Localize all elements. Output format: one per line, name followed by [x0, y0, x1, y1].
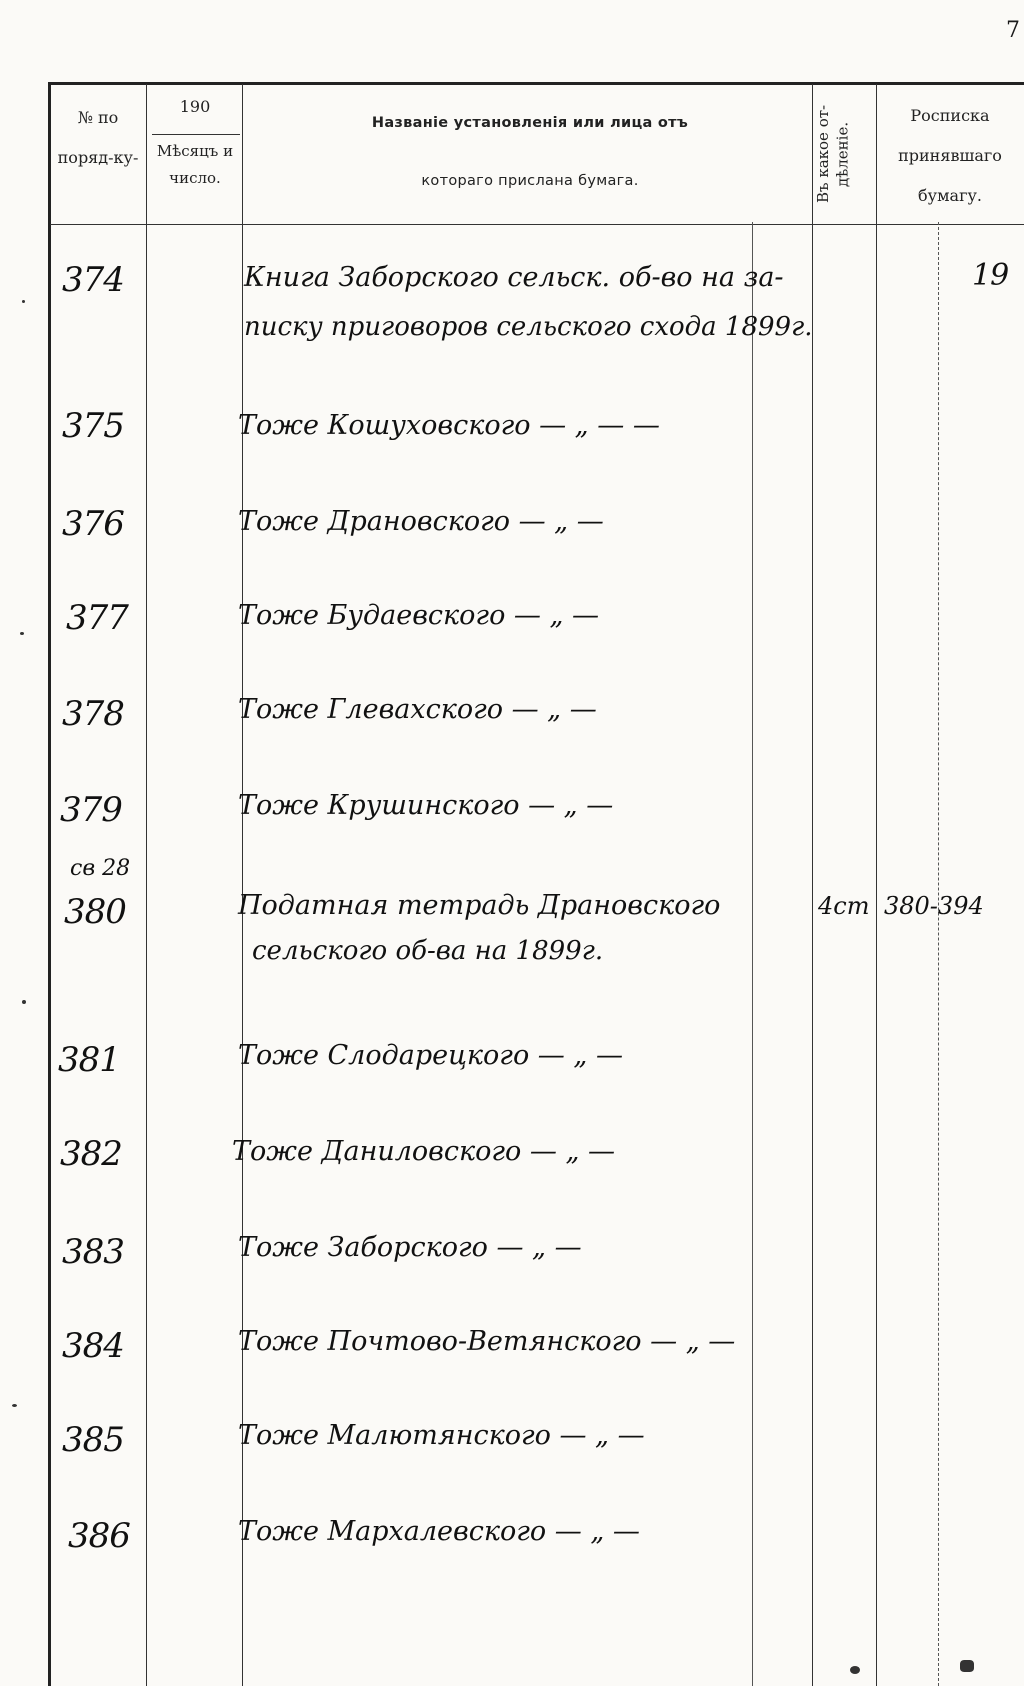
header-date [150, 138, 240, 192]
scan-speck [850, 1666, 860, 1674]
entry-text-line1: Книга Заборского сельск. об-во на за- [244, 262, 784, 293]
entry-number: 385 [62, 1420, 124, 1460]
entry-text-line1: Тоже Крушинского — „ — [238, 790, 614, 821]
entry-pre-note: св 28 [70, 856, 131, 881]
entry-number: 377 [66, 598, 128, 638]
entry-text-line1: Тоже Драновского — „ — [238, 506, 604, 537]
page-mark: 19 [972, 258, 1009, 293]
entry-text-line1: Тоже Слодарецкого — „ — [238, 1040, 623, 1071]
entry-number: 375 [62, 406, 124, 446]
header-bottom-rule [50, 224, 1024, 225]
scan-speck [22, 1000, 26, 1004]
column-rule-4 [876, 84, 877, 1686]
header-name-line1: Названіе установленія или лица отъ [371, 115, 689, 131]
header-no-text: № по поряд-ку- [57, 108, 139, 167]
scan-speck [20, 632, 24, 635]
entry-dept: 4ст [818, 892, 870, 920]
entry-number: 386 [68, 1516, 130, 1556]
entry-text-line1: Тоже Глевахского — „ — [238, 694, 597, 725]
year-rule [152, 134, 240, 135]
name-subrule [752, 222, 753, 1686]
header-receipt-text: Росписка принявшаго бумагу. [898, 106, 1002, 205]
header-receipt [880, 96, 1020, 216]
entry-number: 380 [64, 892, 126, 932]
column-rule-1 [146, 84, 147, 1686]
header-year [150, 92, 240, 122]
header-year-text: 190 [179, 97, 211, 116]
corner-mark: 7 [1006, 18, 1020, 43]
entry-text-line1: Тоже Кошуховского — „ — — [238, 410, 660, 441]
entry-text-line1: Тоже Малютянского — „ — [238, 1420, 645, 1451]
entry-number: 379 [60, 790, 122, 830]
scan-speck [960, 1660, 974, 1672]
entry-number: 381 [58, 1040, 120, 1080]
entry-text-line1: Тоже Даниловского — „ — [232, 1136, 616, 1167]
scan-speck [12, 1404, 17, 1407]
entry-number: 376 [62, 504, 124, 544]
entry-text-line1: Тоже Мархалевского — „ — [238, 1516, 640, 1547]
header-dept: Въ какое от-дѣленіе. [814, 104, 852, 204]
entry-number: 378 [62, 694, 124, 734]
entry-text-line1: Тоже Будаевского — „ — [238, 600, 600, 631]
scan-speck [22, 300, 25, 303]
entry-number: 374 [62, 260, 124, 300]
entry-text-line1: Тоже Почтово-Ветянского — „ — [238, 1326, 736, 1357]
entry-receipt: 380-394 [884, 892, 984, 920]
entry-text-line1: Тоже Заборского — „ — [238, 1232, 582, 1263]
receipt-subrule [938, 222, 939, 1686]
header-no [52, 98, 144, 178]
entry-number: 383 [62, 1232, 124, 1272]
entry-text-line2: писку приговоров сельского схода 1899г. [244, 312, 813, 342]
entry-text-line2: сельского об-ва на 1899г. [252, 936, 604, 966]
entry-number: 382 [60, 1134, 122, 1174]
header-name-line2: котораго прислана бумага. [421, 173, 639, 189]
header-date-text: Мѣсяцъ и число. [156, 142, 234, 187]
entry-text-line1: Податная тетрадь Драновского [238, 890, 721, 921]
entry-number: 384 [62, 1326, 124, 1366]
